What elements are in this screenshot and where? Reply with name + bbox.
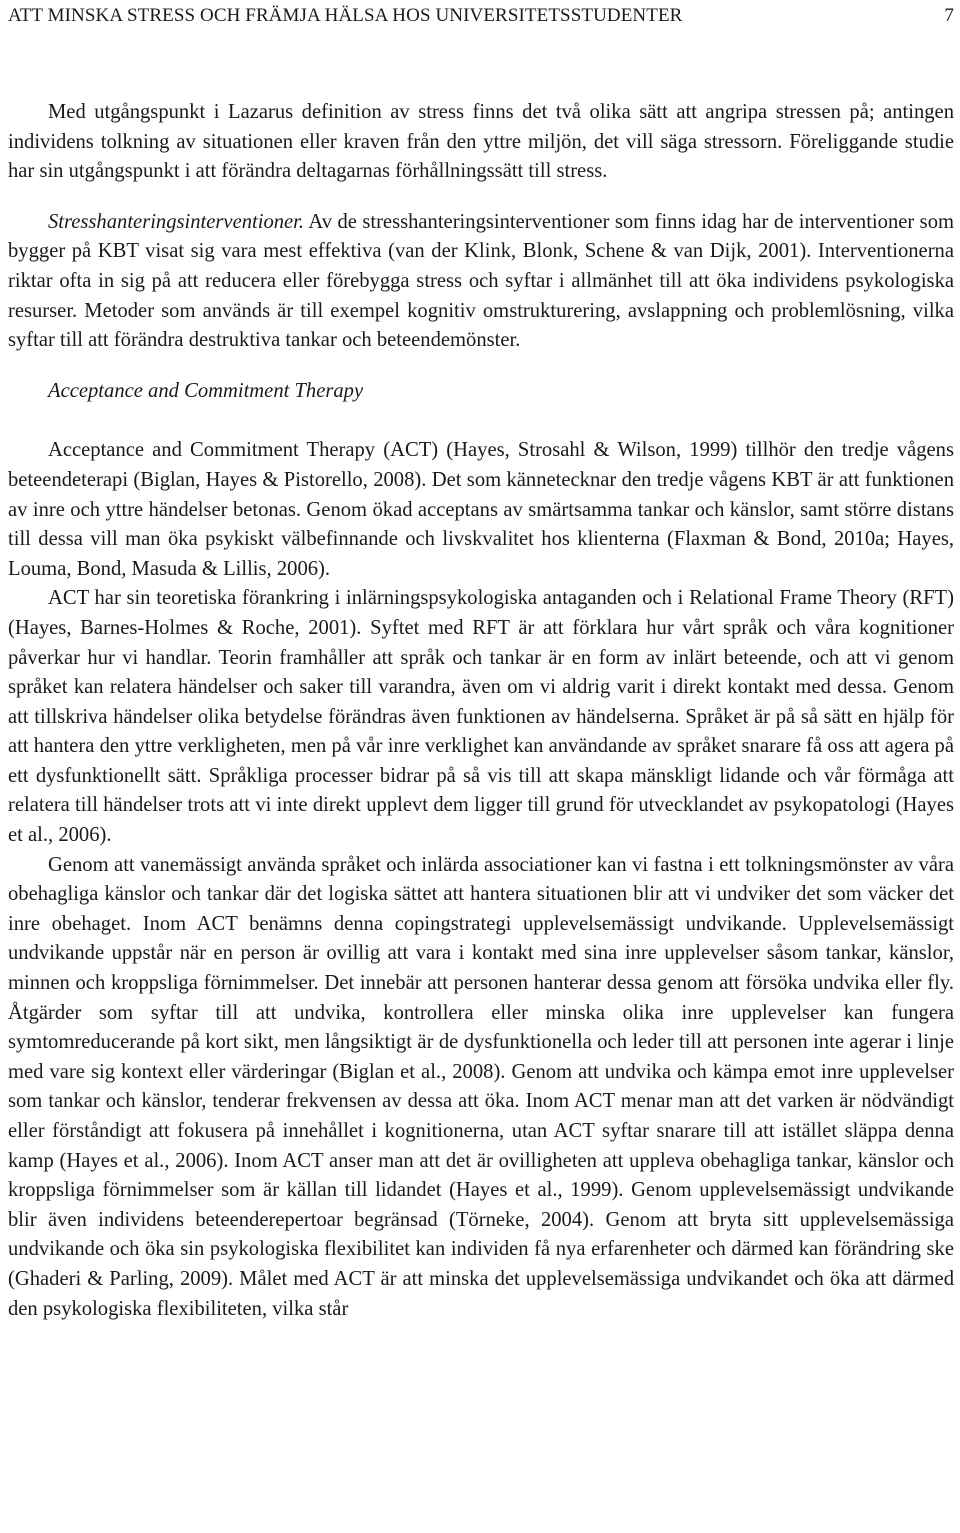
subheading-stress-interventions: Stresshanteringsinterventioner. [48, 210, 305, 233]
section-heading-act: Acceptance and Commitment Therapy [48, 379, 364, 402]
paragraph-act-theory: ACT har sin teoretiska förankring i inlärningspsykologiska antaganden och i Relational Frame Theory (RFT) (Hayes, Barnes-Holmes & Roche, 2001). Syftet med RFT är att förklara hur vårt språk och våra kognitioner påverkar hur vi handlar. Teorin framhåller att språk och tankar är en form av inlärt beteende, och att vi genom språket kan relatera händelser och saker till varandra, även om vi aldrig varit i direkt kontakt med dessa. Genom att tillskriva händelser olika betydelse förändras även funktionen av händelserna. Språket är på så sätt en hjälp för att hantera den yttre verkligheten, men på vår inre verklighet kan användande av språket snarare få oss att agera på ett dysfunktionellt sätt. Språkliga processer bidrar på så vis till att skapa mänskligt lidande och vår förmåga att relatera till händelser trots att vi inte direkt upplevt dem ligger till grund för utvecklandet av psykopatologi (Hayes et al., 2006). [8, 587, 954, 847]
paragraph-stress-interventions [8, 208, 954, 356]
paragraph-gap [8, 187, 954, 208]
paragraph-stress-approach: Med utgångspunkt i Lazarus definition av stress finns det två olika sätt att angripa stressen på; antingen individens tolkning av situationen eller kraven från den yttre miljön, det vill säga stressorn. Föreliggande studie har sin utgångspunkt i att förändra deltagarnas förhållningssätt till stress. [8, 101, 954, 183]
heading-gap [8, 406, 954, 436]
paragraph-gap [8, 356, 954, 377]
paragraph-stress-interventions-text: Av de stresshanteringsinterventioner som finns idag har de interventioner som bygger på KBT visat sig vara mest effektiva (van der Klink, Blonk, Schene & van Dijk, 2001). Interventionerna riktar ofta in sig på att reducera eller förebygga stress och syftar i allmänhet till att öka individens psykologiska resurser. Metoder som används är till exempel kognitiv omstrukturering, avslappning och problemlösning, vilka syftar till att förändra destruktiva tankar och beteendemönster. [8, 210, 955, 352]
paragraph-act-intro: Acceptance and Commitment Therapy (ACT) (Hayes, Strosahl & Wilson, 1999) tillhör den tredje vågens beteendeterapi (Biglan, Hayes & Pistorello, 2008). Det som kännetecknar den tredje vågens KBT är att funktionen av inre och yttre händelser betonas. Genom ökad acceptans av smärtsamma tankar och känslor, samt större distans till dessa vill man öka psykiskt välbefinnande och livskvalitet hos klienterna (Flaxman & Bond, 2010a; Hayes, Louma, Bond, Masuda & Lillis, 2006). [8, 439, 954, 580]
document-body [8, 98, 954, 1324]
running-head [8, 2, 954, 30]
paragraph-act-avoidance: Genom att vanemässigt använda språket och inlärda associationer kan vi fastna i ett tolkningsmönster av våra obehagliga känslor och tankar där det logiska sättet att hantera situationen blir att vi undviker det som väcker det inre obehaget. Inom ACT benämns denna copingstrategi upplevelsemässigt undvikande. Upplevelsemässigt undvikande uppstår när en person är ovillig att vara i kontakt med sina inre upplevelser såsom tankar, känslor, minnen och kroppsliga förnimmelser. Det innebär att personen hanterar dessa genom att försöka undvika eller fly. Åtgärder som syftar till att undvika, kontrollera eller minska olika inre upplevelser kan fungera symtomreducerande på kort sikt, men långsiktigt är de dysfunktionella och leder till att personen inte agerar i linje med vare sig kontext eller värderingar (Biglan et al., 2008). Genom att undvika och kämpa emot inre upplevelser som tankar och känslor, tenderar frekvensen av dessa att öka. Inom ACT menar man att det varken är nödvändigt eller förståndigt att fokusera på innehållet i kognitionerna, utan ACT syftar snarare till att istället släppa denna kamp (Hayes et al., 2006). Inom ACT anser man att det är ovilligheten att uppleva obehagliga tankar, känslor och kroppsliga förnimmelser som är källan till lidandet (Hayes et al., 1999). Genom upplevelsemässigt undvikande blir även individens beteenderepertoar begränsad (Törneke, 2004). Genom att bryta sitt upplevelsemässiga undvikande och öka sin psykologiska flexibilitet kan individen få nya erfarenheter och därmed kan förändring ske (Ghaderi & Parling, 2009). Målet med ACT är att minska det upplevelsemässiga undvikandet och öka att därmed den psykologiska flexibiliteten, vilka står [8, 853, 954, 1320]
page-number: 7 [944, 5, 954, 26]
running-title: ATT MINSKA STRESS OCH FRÄMJA HÄLSA HOS UNIVERSITETSSTUDENTER [8, 5, 683, 26]
